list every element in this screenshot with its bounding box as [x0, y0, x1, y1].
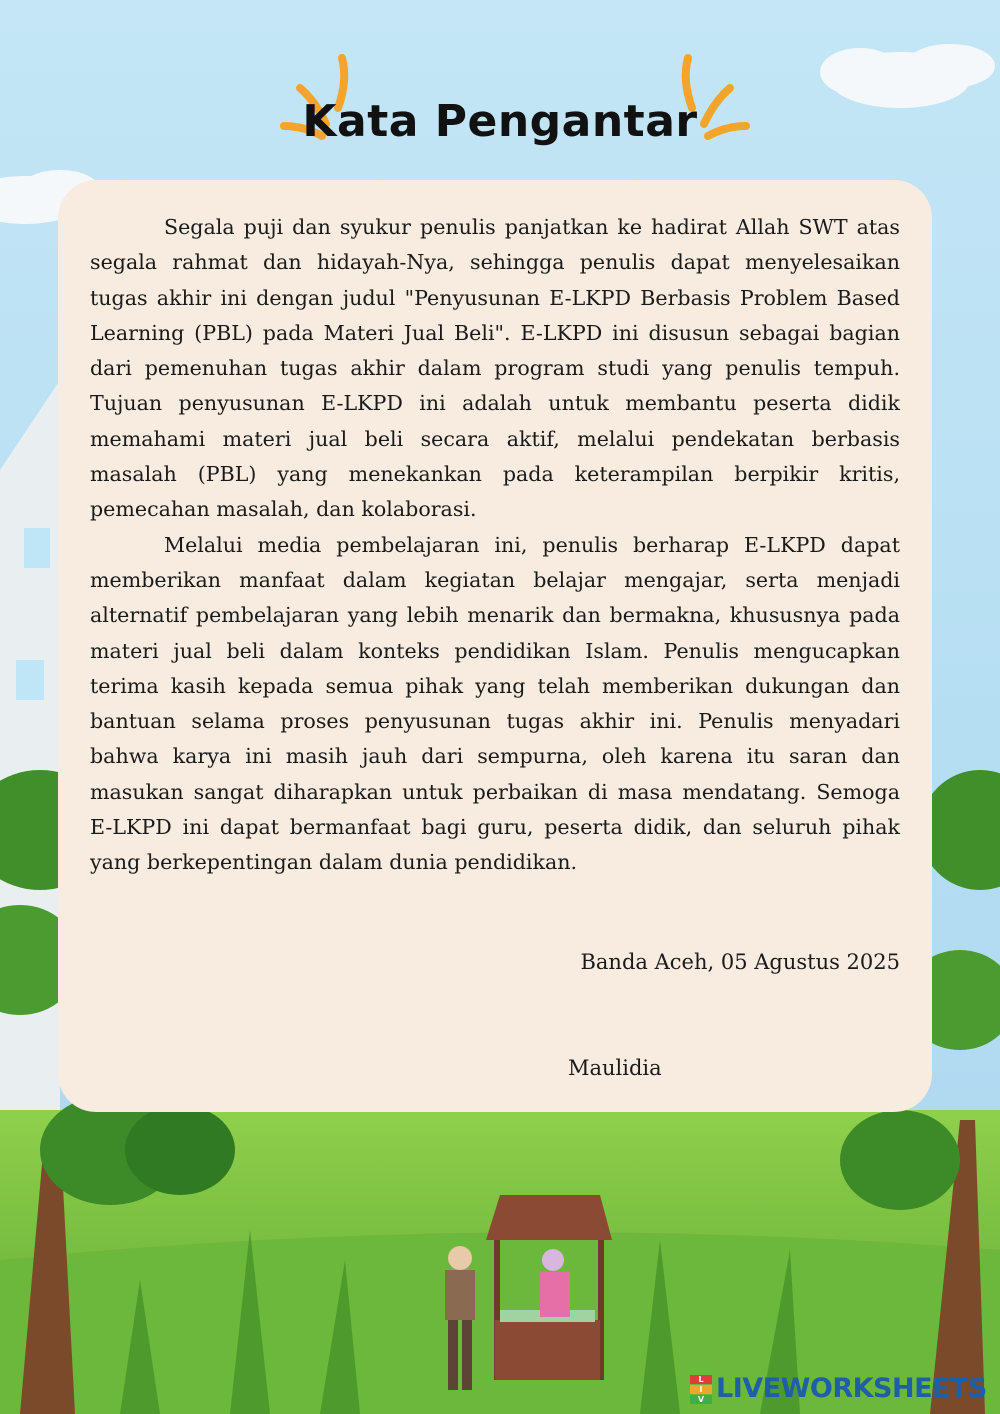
logo-letter: V [690, 1395, 712, 1404]
liveworksheets-logo-icon [690, 1375, 712, 1403]
logo-letter: L [690, 1375, 712, 1384]
paragraph: Melalui media pembelajaran ini, penulis berharap E-LKPD dapat memberikan manfaat dalam kegiatan belajar mengajar, serta menjadi alternatif pembelajaran yang lebih menarik dan bermakna, khususnya pada materi jual beli dalam konteks pendidikan Islam. Penulis mengucapkan terima kasih kepada semua pihak yang telah memberikan dukungan dan bantuan selama proses penyusunan tugas akhir ini. Penulis menyadari bahwa karya ini masih jauh dari sempurna, oleh karena itu saran dan masukan sangat diharapkan untuk perbaikan di masa mendatang. Semoga E-LKPD ini dapat bermanfaat bagi guru, peserta didik, dan seluruh pihak yang berkepentingan dalam dunia pendidikan. [90, 532, 900, 875]
watermark-text: LIVEWORKSHEETS [716, 1373, 987, 1404]
page-title: Kata Pengantar [302, 96, 698, 147]
place-date: Banda Aceh, 05 Agustus 2025 [580, 950, 900, 974]
watermark [690, 1373, 987, 1404]
signer-name: Maulidia [568, 1056, 662, 1080]
foreword-body [90, 210, 900, 881]
paragraph: Segala puji dan syukur penulis panjatkan ke hadirat Allah SWT atas segala rahmat dan hidayah-Nya, sehingga penulis dapat menyelesaikan tugas akhir ini dengan judul "Penyusunan E-LKPD Berbasis Problem Based Learning (PBL) pada Materi Jual Beli". E-LKPD ini disusun sebagai bagian dari pemenuhan tugas akhir dalam program studi yang penulis tempuh. Tujuan penyusunan E-LKPD ini adalah untuk membantu peserta didik memahami materi jual beli secara aktif, melalui pendekatan berbasis masalah (PBL) yang menekankan pada keterampilan berpikir kritis, pemecahan masalah, dan kolaborasi. [90, 215, 900, 522]
logo-letter: I [690, 1385, 712, 1394]
